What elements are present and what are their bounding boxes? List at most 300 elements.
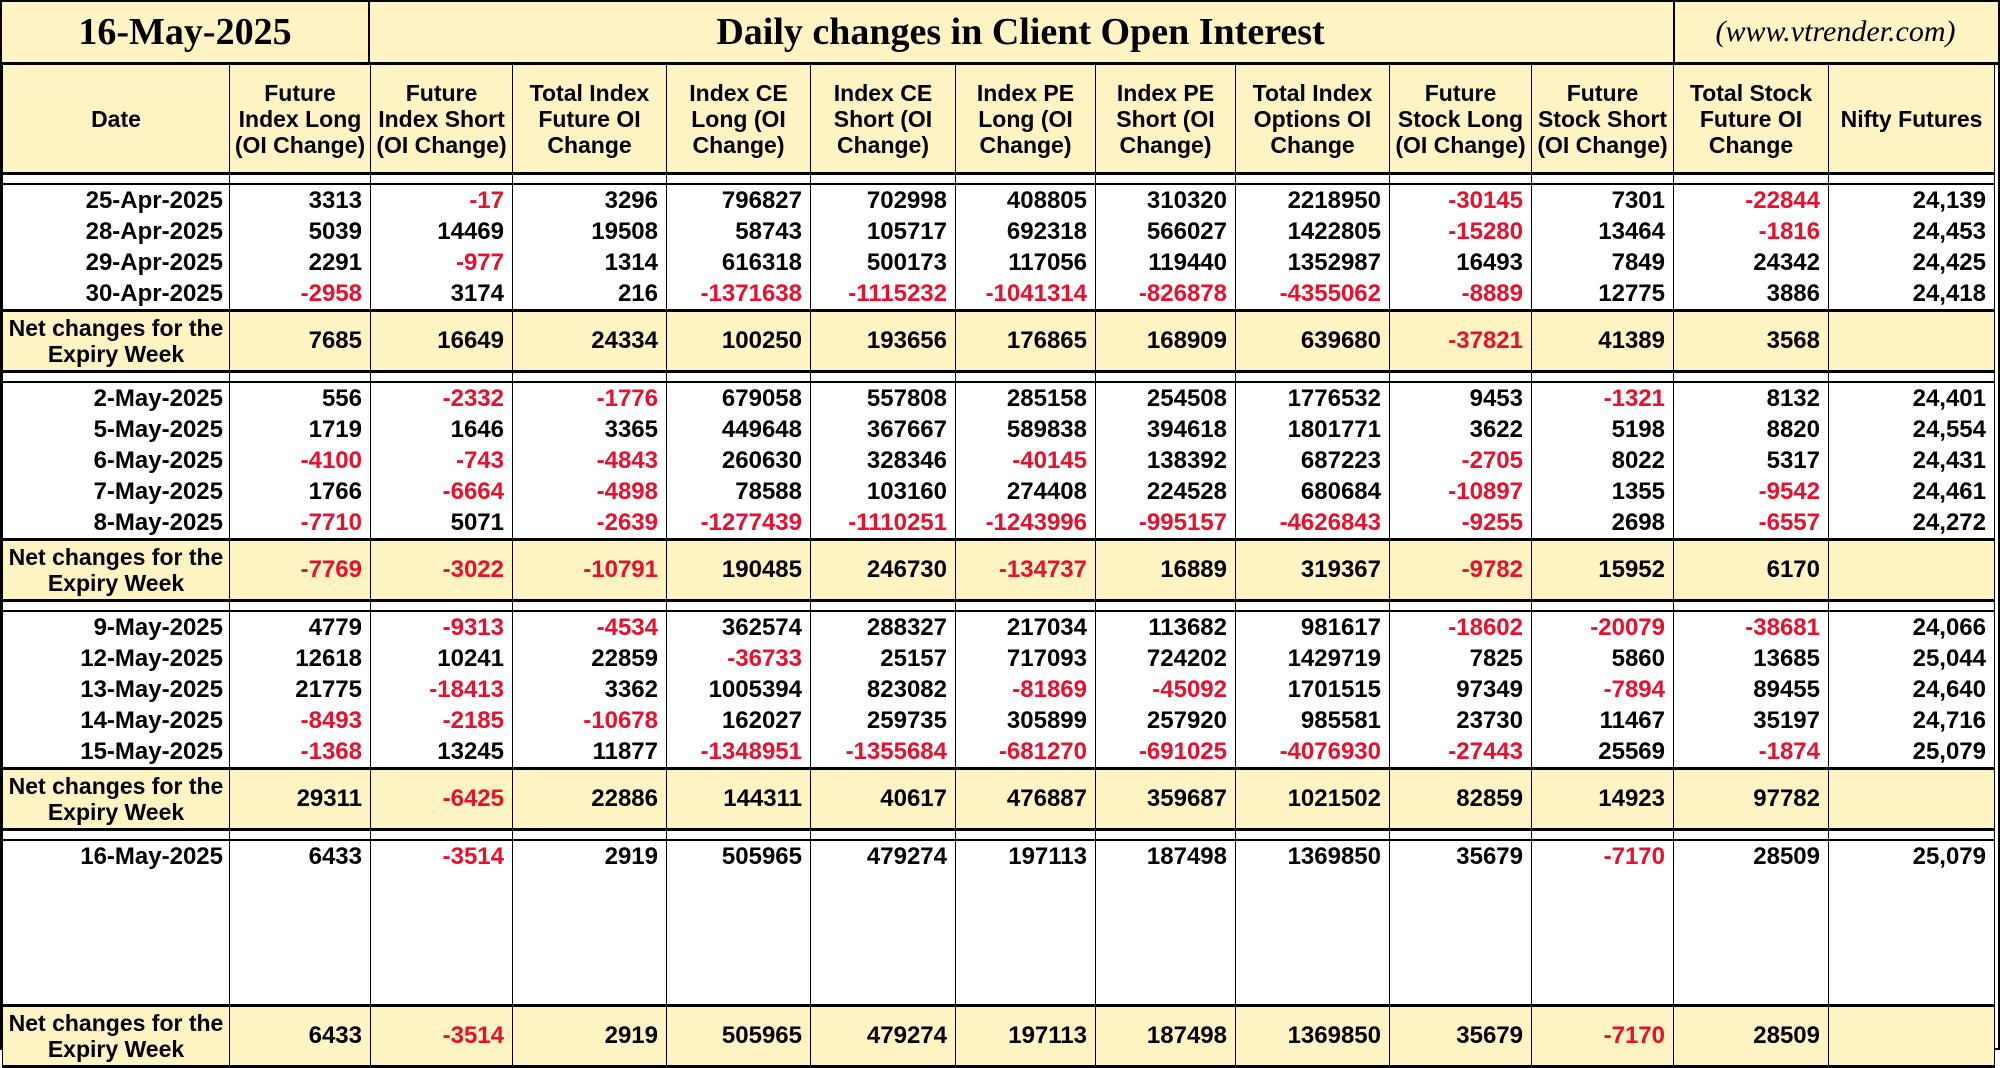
table-row [3, 643, 1995, 674]
table-cell: -45092 [1096, 674, 1236, 705]
net-change-row [3, 311, 1995, 372]
spacer-cell [1829, 372, 1995, 383]
table-cell: 119440 [1096, 247, 1236, 278]
table-cell: -15280 [1390, 216, 1532, 247]
table-cell: -9313 [371, 611, 513, 643]
table-cell: 8022 [1532, 445, 1674, 476]
spacer-cell [1390, 372, 1532, 383]
spacer-cell [1390, 174, 1532, 185]
spacer-cell [667, 830, 811, 841]
blank-cell [811, 938, 956, 971]
table-cell: 679058 [667, 382, 811, 414]
title-bar [2, 2, 1998, 65]
table-cell: 25,079 [1829, 736, 1995, 769]
table-cell: -40145 [956, 445, 1096, 476]
table-cell: 12775 [1532, 278, 1674, 311]
blank-row [3, 971, 1995, 1006]
table-cell: 105717 [811, 216, 956, 247]
table-cell: 14469 [371, 216, 513, 247]
table-cell: 2291 [230, 247, 371, 278]
table-cell: -1816 [1674, 216, 1829, 247]
table-cell: 1369850 [1236, 840, 1390, 872]
table-cell: 113682 [1096, 611, 1236, 643]
table-cell: 24,418 [1829, 278, 1995, 311]
net-change-row [3, 769, 1995, 830]
blank-cell [1096, 938, 1236, 971]
table-cell: 687223 [1236, 445, 1390, 476]
table-cell: -681270 [956, 736, 1096, 769]
blank-cell [1674, 905, 1829, 938]
table-cell: 58743 [667, 216, 811, 247]
table-cell: 7849 [1532, 247, 1674, 278]
table-cell: -1321 [1532, 382, 1674, 414]
table-cell: 702998 [811, 184, 956, 216]
table-cell: 500173 [811, 247, 956, 278]
table-cell: 1766 [230, 476, 371, 507]
table-cell: 259735 [811, 705, 956, 736]
table-cell: -4898 [513, 476, 667, 507]
table-cell: 217034 [956, 611, 1096, 643]
blank-cell [371, 872, 513, 905]
table-cell: -1277439 [667, 507, 811, 540]
spacer-cell [1532, 830, 1674, 841]
net-change-cell: 100250 [667, 311, 811, 372]
table-cell: 7301 [1532, 184, 1674, 216]
table-cell: 4779 [230, 611, 371, 643]
table-cell: 3313 [230, 184, 371, 216]
spacer-cell [1236, 174, 1390, 185]
table-cell: -10678 [513, 705, 667, 736]
row-date: 16-May-2025 [3, 840, 230, 872]
spacer-cell [1674, 830, 1829, 841]
blank-cell [956, 905, 1096, 938]
blank-cell [513, 905, 667, 938]
spacer-cell [513, 372, 667, 383]
spacer-cell [1236, 830, 1390, 841]
table-cell: 2218950 [1236, 184, 1390, 216]
table-cell: 138392 [1096, 445, 1236, 476]
table-cell: -1776 [513, 382, 667, 414]
table-cell: 2698 [1532, 507, 1674, 540]
table-cell: 24,401 [1829, 382, 1995, 414]
table-cell: 328346 [811, 445, 956, 476]
row-date: 8-May-2025 [3, 507, 230, 540]
table-cell: -36733 [667, 643, 811, 674]
blank-cell [1829, 905, 1995, 938]
spacer-cell [230, 601, 371, 612]
spacer-cell [371, 601, 513, 612]
table-cell: 24342 [1674, 247, 1829, 278]
spacer-cell [1390, 830, 1532, 841]
row-date: 30-Apr-2025 [3, 278, 230, 311]
table-cell: -1348951 [667, 736, 811, 769]
blank-cell [230, 938, 371, 971]
table-cell: 394618 [1096, 414, 1236, 445]
net-change-cell: 1369850 [1236, 1006, 1390, 1067]
table-cell: 216 [513, 278, 667, 311]
net-change-row [3, 540, 1995, 601]
spacer-cell [1532, 601, 1674, 612]
table-cell: 616318 [667, 247, 811, 278]
blank-cell [1096, 905, 1236, 938]
table-cell: 285158 [956, 382, 1096, 414]
blank-cell [1390, 938, 1532, 971]
spacer-cell [956, 372, 1096, 383]
table-row [3, 507, 1995, 540]
table-cell: -4076930 [1236, 736, 1390, 769]
table-cell: -18602 [1390, 611, 1532, 643]
net-change-cell [1829, 311, 1995, 372]
table-cell: 796827 [667, 184, 811, 216]
table-cell: 89455 [1674, 674, 1829, 705]
blank-cell [1236, 872, 1390, 905]
spacer-cell [1829, 830, 1995, 841]
spacer-cell [371, 174, 513, 185]
table-cell: -27443 [1390, 736, 1532, 769]
blank-cell [513, 938, 667, 971]
column-header: Future Stock Long (OI Change) [1390, 65, 1532, 174]
table-cell: -7170 [1532, 840, 1674, 872]
table-cell: 981617 [1236, 611, 1390, 643]
table-row [3, 674, 1995, 705]
net-change-cell: -134737 [956, 540, 1096, 601]
header-row [3, 65, 1995, 174]
blank-cell [371, 905, 513, 938]
table-cell: -2185 [371, 705, 513, 736]
report-title: Daily changes in Client Open Interest [368, 2, 1675, 62]
row-date: 25-Apr-2025 [3, 184, 230, 216]
net-change-cell: 29311 [230, 769, 371, 830]
table-cell: -4626843 [1236, 507, 1390, 540]
table-row [3, 736, 1995, 769]
net-change-row [3, 1006, 1995, 1067]
blank-cell [513, 971, 667, 1006]
net-change-label: Net changes for the Expiry Week [3, 1006, 230, 1067]
net-change-cell: 6433 [230, 1006, 371, 1067]
blank-row [3, 872, 1995, 905]
row-date: 5-May-2025 [3, 414, 230, 445]
table-row [3, 611, 1995, 643]
net-change-label: Net changes for the Expiry Week [3, 311, 230, 372]
spacer-cell [667, 372, 811, 383]
spacer-cell [1236, 601, 1390, 612]
group-spacer [3, 174, 1995, 185]
spacer-cell [1674, 174, 1829, 185]
table-cell: 24,431 [1829, 445, 1995, 476]
table-cell: 2919 [513, 840, 667, 872]
column-header: Total Stock Future OI Change [1674, 65, 1829, 174]
table-cell: -2639 [513, 507, 667, 540]
table-cell: -8493 [230, 705, 371, 736]
net-change-cell: 168909 [1096, 311, 1236, 372]
table-cell: 224528 [1096, 476, 1236, 507]
table-cell: 1422805 [1236, 216, 1390, 247]
blank-cell [1829, 872, 1995, 905]
table-cell: 556 [230, 382, 371, 414]
spacer-cell [811, 830, 956, 841]
net-change-cell: 97782 [1674, 769, 1829, 830]
spacer-cell [956, 174, 1096, 185]
net-change-cell: 3568 [1674, 311, 1829, 372]
column-header: Future Index Short (OI Change) [371, 65, 513, 174]
blank-cell [811, 905, 956, 938]
table-cell: 5039 [230, 216, 371, 247]
column-header: Index CE Long (OI Change) [667, 65, 811, 174]
spacer-cell [3, 372, 230, 383]
row-date: 2-May-2025 [3, 382, 230, 414]
table-cell: -81869 [956, 674, 1096, 705]
table-cell: 260630 [667, 445, 811, 476]
table-row [3, 216, 1995, 247]
table-cell: -1874 [1674, 736, 1829, 769]
table-cell: 305899 [956, 705, 1096, 736]
table-cell: -4355062 [1236, 278, 1390, 311]
table-cell: 8820 [1674, 414, 1829, 445]
table-cell: 449648 [667, 414, 811, 445]
table-cell: 408805 [956, 184, 1096, 216]
net-change-cell: 319367 [1236, 540, 1390, 601]
table-cell: 13685 [1674, 643, 1829, 674]
table-cell: 24,139 [1829, 184, 1995, 216]
net-change-cell [1829, 1006, 1995, 1067]
table-cell: -826878 [1096, 278, 1236, 311]
spacer-cell [1096, 830, 1236, 841]
blank-cell [956, 971, 1096, 1006]
table-row [3, 705, 1995, 736]
table-cell: 23730 [1390, 705, 1532, 736]
table-cell: 288327 [811, 611, 956, 643]
spacer-cell [371, 372, 513, 383]
table-cell: -7710 [230, 507, 371, 540]
table-cell: -743 [371, 445, 513, 476]
net-change-cell: 14923 [1532, 769, 1674, 830]
net-change-cell: 193656 [811, 311, 956, 372]
net-change-cell: 40617 [811, 769, 956, 830]
table-row [3, 247, 1995, 278]
table-cell: -30145 [1390, 184, 1532, 216]
table-cell: 1646 [371, 414, 513, 445]
column-header: Nifty Futures [1829, 65, 1995, 174]
table-cell: 362574 [667, 611, 811, 643]
column-header: Index CE Short (OI Change) [811, 65, 956, 174]
net-change-cell: 144311 [667, 769, 811, 830]
table-cell: 823082 [811, 674, 956, 705]
table-cell: 479274 [811, 840, 956, 872]
table-cell: 8132 [1674, 382, 1829, 414]
table-cell: 985581 [1236, 705, 1390, 736]
table-cell: 557808 [811, 382, 956, 414]
net-change-cell: 41389 [1532, 311, 1674, 372]
net-change-cell: 1021502 [1236, 769, 1390, 830]
row-date: 13-May-2025 [3, 674, 230, 705]
net-change-cell: 505965 [667, 1006, 811, 1067]
table-cell: 197113 [956, 840, 1096, 872]
table-cell: -17 [371, 184, 513, 216]
net-change-label: Net changes for the Expiry Week [3, 540, 230, 601]
blank-cell [230, 905, 371, 938]
table-cell: 1701515 [1236, 674, 1390, 705]
net-change-cell: 479274 [811, 1006, 956, 1067]
table-cell: 1005394 [667, 674, 811, 705]
blank-cell [667, 938, 811, 971]
net-change-cell: 16649 [371, 311, 513, 372]
spacer-cell [1236, 372, 1390, 383]
table-cell: -3514 [371, 840, 513, 872]
net-change-cell: 187498 [1096, 1006, 1236, 1067]
net-change-cell: 28509 [1674, 1006, 1829, 1067]
table-cell: 24,066 [1829, 611, 1995, 643]
row-date: 12-May-2025 [3, 643, 230, 674]
blank-row [3, 905, 1995, 938]
table-cell: -2958 [230, 278, 371, 311]
table-cell: 24,640 [1829, 674, 1995, 705]
table-cell: 35197 [1674, 705, 1829, 736]
table-cell: 5071 [371, 507, 513, 540]
table-row [3, 184, 1995, 216]
blank-cell [230, 971, 371, 1006]
table-cell: 566027 [1096, 216, 1236, 247]
row-date: 6-May-2025 [3, 445, 230, 476]
blank-cell [3, 971, 230, 1006]
table-cell: 5317 [1674, 445, 1829, 476]
column-header: Future Index Long (OI Change) [230, 65, 371, 174]
row-date: 7-May-2025 [3, 476, 230, 507]
table-cell: -4100 [230, 445, 371, 476]
column-header: Index PE Short (OI Change) [1096, 65, 1236, 174]
table-cell: 22859 [513, 643, 667, 674]
spacer-cell [513, 601, 667, 612]
column-header: Date [3, 65, 230, 174]
spacer-cell [1829, 174, 1995, 185]
group-spacer [3, 601, 1995, 612]
table-cell: 10241 [371, 643, 513, 674]
blank-cell [1674, 971, 1829, 1006]
net-change-cell: -3514 [371, 1006, 513, 1067]
table-cell: 162027 [667, 705, 811, 736]
net-change-cell: 15952 [1532, 540, 1674, 601]
table-cell: 9453 [1390, 382, 1532, 414]
spacer-cell [1674, 372, 1829, 383]
table-cell: -1371638 [667, 278, 811, 311]
table-cell: -995157 [1096, 507, 1236, 540]
net-change-cell: 16889 [1096, 540, 1236, 601]
blank-cell [811, 872, 956, 905]
report-date: 16-May-2025 [2, 2, 370, 62]
table-cell: 1719 [230, 414, 371, 445]
table-cell: -9542 [1674, 476, 1829, 507]
net-change-cell: 82859 [1390, 769, 1532, 830]
table-cell: 103160 [811, 476, 956, 507]
row-date: 9-May-2025 [3, 611, 230, 643]
net-change-cell: -3022 [371, 540, 513, 601]
table-cell: -7894 [1532, 674, 1674, 705]
table-cell: -2705 [1390, 445, 1532, 476]
table-cell: 3886 [1674, 278, 1829, 311]
group-spacer [3, 372, 1995, 383]
table-cell: -8889 [1390, 278, 1532, 311]
blank-cell [3, 938, 230, 971]
net-change-cell: 476887 [956, 769, 1096, 830]
spacer-cell [513, 830, 667, 841]
net-change-cell: -37821 [1390, 311, 1532, 372]
table-cell: -977 [371, 247, 513, 278]
spacer-cell [811, 372, 956, 383]
net-change-cell: 359687 [1096, 769, 1236, 830]
table-cell: 13245 [371, 736, 513, 769]
table-cell: 187498 [1096, 840, 1236, 872]
table-cell: 1776532 [1236, 382, 1390, 414]
blank-cell [1674, 872, 1829, 905]
spacer-cell [1390, 601, 1532, 612]
table-cell: 35679 [1390, 840, 1532, 872]
column-header: Index PE Long (OI Change) [956, 65, 1096, 174]
table-cell: 1352987 [1236, 247, 1390, 278]
table-cell: 25157 [811, 643, 956, 674]
table-row [3, 278, 1995, 311]
table-cell: -1368 [230, 736, 371, 769]
blank-cell [667, 905, 811, 938]
spacer-cell [1532, 372, 1674, 383]
table-cell: 1429719 [1236, 643, 1390, 674]
net-change-cell [1829, 540, 1995, 601]
spacer-cell [513, 174, 667, 185]
table-cell: 505965 [667, 840, 811, 872]
table-cell: 692318 [956, 216, 1096, 247]
table-cell: 78588 [667, 476, 811, 507]
blank-cell [371, 938, 513, 971]
table-cell: -22844 [1674, 184, 1829, 216]
client-oi-table [2, 65, 1995, 1068]
table-cell: 19508 [513, 216, 667, 247]
table-cell: 117056 [956, 247, 1096, 278]
blank-cell [956, 872, 1096, 905]
table-cell: 24,453 [1829, 216, 1995, 247]
table-cell: -1355684 [811, 736, 956, 769]
spacer-cell [811, 601, 956, 612]
blank-cell [956, 938, 1096, 971]
table-cell: 6433 [230, 840, 371, 872]
table-cell: -9255 [1390, 507, 1532, 540]
spacer-cell [371, 830, 513, 841]
net-change-cell: -7769 [230, 540, 371, 601]
table-cell: 16493 [1390, 247, 1532, 278]
table-cell: 24,554 [1829, 414, 1995, 445]
table-cell: 24,716 [1829, 705, 1995, 736]
table-cell: 25,079 [1829, 840, 1995, 872]
spacer-cell [1532, 174, 1674, 185]
spacer-cell [956, 601, 1096, 612]
table-cell: 5198 [1532, 414, 1674, 445]
net-change-cell: 246730 [811, 540, 956, 601]
table-cell: -20079 [1532, 611, 1674, 643]
net-change-cell: 2919 [513, 1006, 667, 1067]
table-cell: 28509 [1674, 840, 1829, 872]
table-cell: 724202 [1096, 643, 1236, 674]
table-cell: 97349 [1390, 674, 1532, 705]
spacer-cell [1096, 372, 1236, 383]
table-cell: -10897 [1390, 476, 1532, 507]
table-cell: -1243996 [956, 507, 1096, 540]
table-cell: 680684 [1236, 476, 1390, 507]
spacer-cell [1096, 601, 1236, 612]
net-change-cell: 22886 [513, 769, 667, 830]
blank-cell [1096, 872, 1236, 905]
group-spacer [3, 830, 1995, 841]
table-cell: -1110251 [811, 507, 956, 540]
blank-cell [1532, 938, 1674, 971]
blank-cell [1236, 905, 1390, 938]
net-change-cell: 24334 [513, 311, 667, 372]
